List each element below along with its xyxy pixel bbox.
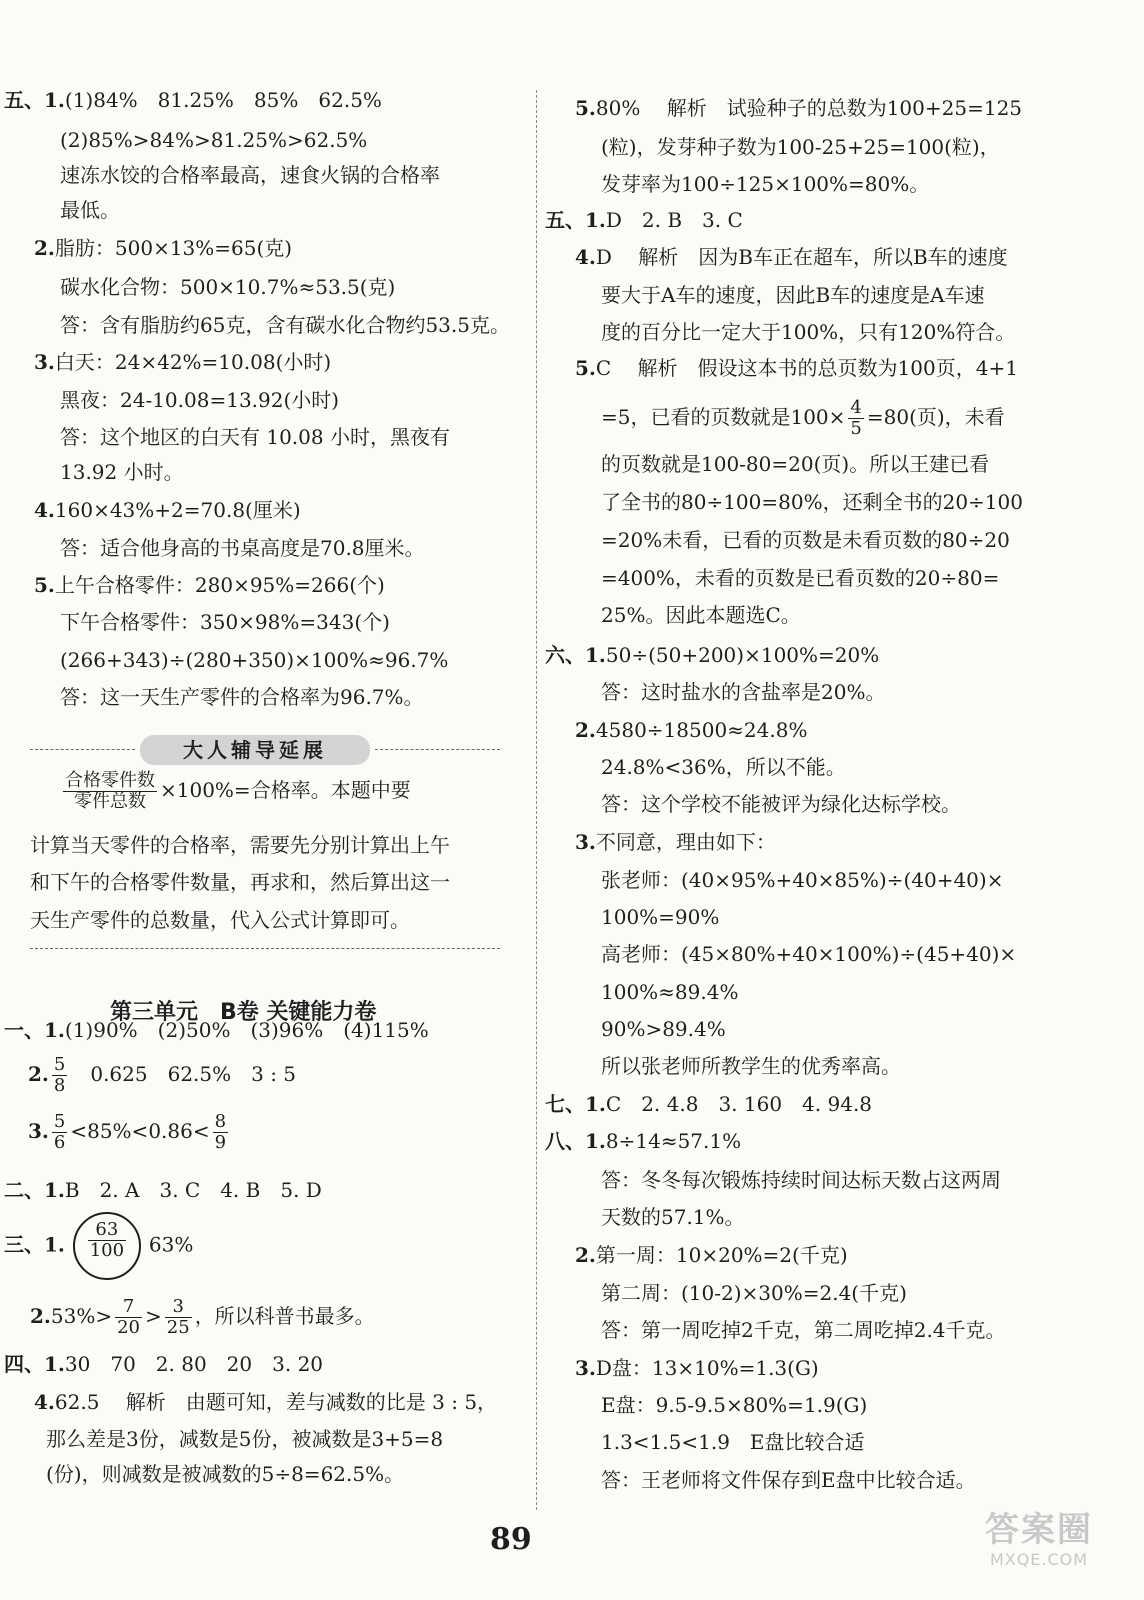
item-number: 五、1. [545,208,606,232]
fraction-numerator: 5 [53,1111,66,1132]
item-number: 4. [34,1390,55,1414]
item-number: 四、1. [4,1352,65,1376]
fraction-numerator: 5 [53,1054,66,1075]
line-text: 100%=90% [601,905,720,929]
fraction-denominator: 25 [166,1317,190,1338]
answer-line [601,792,961,816]
line-text: D盘：13×10%=1.3(G) [595,1356,819,1380]
item-number: 5. [34,573,55,597]
line-text: 100%≈89.4% [601,980,739,1004]
section-two-line [4,1178,322,1202]
line-text: 25%。因此本题选C。 [601,603,801,627]
line-text: 发芽率为100÷125×100%=80%。 [601,172,930,196]
line-text: 要大于A车的速度，因此B车的速度是A车速 [601,283,985,307]
answer-line [60,460,184,484]
answer-line [60,610,390,634]
answer-line [601,566,999,590]
line-text: 上午合格零件：280×95%=266(个) [54,573,385,597]
answer-line [60,198,120,222]
item-number: 2. [575,1243,596,1267]
extension-line-3 [30,870,450,894]
item-number: 七、1. [545,1092,606,1116]
extension-line-1 [60,770,411,812]
line-text: 答：这一天生产零件的合格率为96.7%。 [60,685,424,709]
line-text: =400%，未看的页数是已看页数的20÷80= [601,566,1000,590]
fraction [63,771,157,812]
section-four-line-3 [46,1427,443,1451]
line-text: 和下午的合格零件数量，再求和，然后算出这一 [30,870,450,894]
answer-line [601,1054,901,1078]
answer-line [545,208,743,232]
fraction [848,398,863,439]
answer-line [60,685,424,709]
item-number: 3. [575,830,596,854]
line-text: (份)，则减数是被减数的5÷8=62.5%。 [46,1462,405,1486]
section-four-line-2 [34,1390,497,1414]
section-four-line-1 [4,1352,323,1376]
answer-line [575,1356,819,1380]
answer-line [601,868,1003,892]
fraction [213,1112,228,1153]
fraction-numerator: 7 [115,1297,142,1318]
line-text: 所以张老师所教学生的优秀率高。 [601,1054,901,1078]
separator-bottom [30,948,500,949]
answer-line [601,905,719,929]
item-number: 5. [575,96,596,120]
answer-line [601,490,1023,514]
line-text: 1.3<1.5<1.9 E盘比较合适 [601,1430,865,1454]
answer-line-fraction [601,395,1005,439]
fraction-numerator: 合格零件数 [65,770,155,791]
line-text: 答：这个地区的白天有 10.08 小时，黑夜有 [60,425,450,449]
extension-line-2 [30,833,450,857]
column-divider [536,90,537,1510]
answer-line [601,980,738,1004]
line-text: 62.5 解析 由题可知，差与减数的比是 3 : 5， [54,1390,498,1414]
fraction-numerator: 3 [165,1297,192,1318]
answer-line [575,1243,848,1267]
line-text: B 2. A 3. C 4. B 5. D [64,1178,322,1202]
line-text: 计算当天零件的合格率，需要先分别计算出上午 [30,833,450,857]
line-text: 张老师：(40×95%+40×85%)÷(40+40)× [601,868,1004,892]
answer-line [545,643,879,667]
line-text: 答：冬冬每次锻炼持续时间达标天数占这两周 [601,1168,1001,1192]
line-text: 第二周：(10-2)×30%=2.4(千克) [601,1281,907,1305]
page-number: 89 [490,1522,532,1557]
line-text: <85%<0.86< [70,1119,210,1143]
answer-line [60,163,440,187]
answer-line [60,388,339,412]
item-number: 3. [28,1119,49,1143]
answer-line [601,942,1016,966]
item-number: 2. [575,718,596,742]
fraction-denominator: 100 [89,1240,125,1261]
answer-line [601,1393,867,1417]
item-number: 五、1. [4,88,65,112]
line-text: 下午合格零件：350×98%=343(个) [60,610,390,634]
answer-line [601,680,885,704]
extension-banner: 大人辅导延展 [140,735,370,765]
answer-line [601,1318,1006,1342]
separator-right [375,749,500,750]
answer-line [34,498,301,522]
fraction-denominator: 9 [214,1132,227,1153]
answer-line [601,172,929,196]
line-text: 了全书的80÷100=80%，还剩全书的20÷100 [601,490,1023,514]
line-text: 80% 解析 试验种子的总数为100+25=125 [595,96,1023,120]
item-number: 3. [34,350,55,374]
answer-line [601,755,846,779]
answer-line [601,320,1015,344]
answer-line [60,425,450,449]
answer-line [601,283,985,307]
fraction-numerator: 8 [214,1111,227,1132]
section-four-line-4 [46,1462,404,1486]
extension-line-4 [30,908,410,932]
answer-line [601,603,801,627]
answer-line [575,356,1018,380]
line-text: 不同意，理由如下： [595,830,776,854]
section-heading: 第三单元 B卷 关键能力卷 [110,1000,377,1025]
line-text: 的页数就是100-80=20(页)。所以王建已看 [601,452,990,476]
line-text: D 解析 因为B车正在超车，所以B车的速度 [595,245,1008,269]
answer-line [4,88,382,112]
answer-line [601,1205,745,1229]
line-text: =20%未看，已看的页数是未看页数的80÷20 [601,528,1010,552]
line-text: 速冻水饺的合格率最高，速食火锅的合格率 [60,163,440,187]
item-number: 2. [34,236,55,260]
answer-line [601,528,1010,552]
watermark-logo: 答案圈 MXQE.COM [985,1510,1093,1569]
line-text: 24.8%<36%，所以不能。 [601,755,846,779]
line-text: =80(页)，未看 [866,405,1005,429]
item-number: 5. [575,356,596,380]
answer-line [34,573,385,597]
line-text: 63% [148,1232,194,1257]
line-text: C 2. 4.8 3. 160 4. 94.8 [605,1092,873,1116]
line-text: 最低。 [60,198,120,222]
item-number: 二、1. [4,1178,65,1202]
answer-line [60,275,395,299]
answer-line [545,1129,741,1153]
item-number: 4. [34,498,55,522]
answer-line [60,536,425,560]
section-one-line-2 [28,1055,296,1096]
line-text: ，所以科普书最多。 [194,1304,375,1328]
line-text: (2)85%>84%>81.25%>62.5% [60,128,368,152]
line-text: (266+343)÷(280+350)×100%≈96.7% [60,648,449,672]
fraction-denominator: 零件总数 [74,791,146,812]
line-text: 8÷14≈57.1% [605,1129,742,1153]
line-text: 答：第一周吃掉2千克，第二周吃掉2.4千克。 [601,1318,1006,1342]
fraction [165,1297,192,1338]
fraction-denominator: 5 [850,418,862,439]
answer-line [601,1281,907,1305]
line-text: > [145,1304,162,1328]
fraction-denominator: 6 [53,1132,66,1153]
line-text: 53%> [50,1304,113,1328]
line-text: (1)90% (2)50% (3)96% (4)115% [64,1018,429,1042]
line-text: 答：王老师将文件保存到E盘中比较合适。 [601,1468,976,1492]
line-text: 度的百分比一定大于100%，只有120%符合。 [601,320,1016,344]
fraction [52,1112,67,1153]
answer-line [601,1017,726,1041]
line-text: 黑夜：24-10.08=13.92(小时) [60,388,340,412]
line-text: 那么差是3份，减数是5份，被减数是3+5=8 [46,1427,444,1451]
line-text: 答：这时盐水的含盐率是20%。 [601,680,886,704]
item-number: 2. [30,1304,51,1328]
line-text: 4580÷18500≈24.8% [595,718,808,742]
answer-line [601,452,989,476]
fraction-numerator: 63 [88,1220,126,1241]
fraction [88,1220,126,1261]
fraction-denominator: 20 [117,1317,141,1338]
fraction [52,1055,67,1096]
item-number: 3. [575,1356,596,1380]
line-text: 答：这个学校不能被评为绿化达标学校。 [601,792,961,816]
answer-line [575,830,776,854]
fraction-numerator: 4 [850,397,862,418]
line-text: 答：适合他身高的书桌高度是70.8厘米。 [60,536,425,560]
answer-line [34,236,292,260]
answer-line [601,1468,976,1492]
section-three-line-1 [4,1212,193,1280]
line-text: 13.92 小时。 [60,460,184,484]
fraction [115,1297,142,1338]
separator-left [30,749,135,750]
line-text: 碳水化合物：500×10.7%≈53.5(克) [60,275,396,299]
line-text: 160×43%+2=70.8(厘米) [54,498,301,522]
line-text: 0.625 62.5% 3 : 5 [70,1062,297,1086]
item-number: 三、1. [4,1232,65,1257]
line-text: 50÷(50+200)×100%=20% [605,643,880,667]
answer-line [575,96,1022,120]
answer-line [60,313,510,337]
line-text: 30 70 2. 80 20 3. 20 [64,1352,324,1376]
answer-line [545,1092,872,1116]
item-number: 一、1. [4,1018,65,1042]
answer-line [601,1430,865,1454]
line-text: 天生产零件的总数量，代入公式计算即可。 [30,908,410,932]
line-text: 白天：24×42%=10.08(小时) [54,350,332,374]
line-text: 脂肪：500×13%=65(克) [54,236,293,260]
answer-line [601,1168,1001,1192]
answer-line [601,135,1000,159]
line-text: ×100%=合格率。本题中要 [160,778,411,802]
section-one-line-3 [28,1112,231,1153]
line-text: (粒)，发芽种子数为100-25+25=100(粒)， [601,135,1000,159]
answer-line [60,648,448,672]
circled-fraction [73,1212,141,1280]
answer-line [575,718,807,742]
line-text: E盘：9.5-9.5×80%=1.9(G) [601,1393,868,1417]
item-number: 六、1. [545,643,606,667]
item-number: 4. [575,245,596,269]
fraction-denominator: 8 [53,1075,66,1096]
item-number: 八、1. [545,1129,606,1153]
line-text: D 2. B 3. C [605,208,743,232]
answer-line [34,350,331,374]
answer-line [575,245,1008,269]
line-text: =5，已看的页数就是100× [601,405,846,429]
line-text: 高老师：(45×80%+40×100%)÷(45+40)× [601,942,1017,966]
section-three-line-2 [30,1297,375,1338]
item-number: 2. [28,1062,49,1086]
line-text: 90%>89.4% [601,1017,726,1041]
line-text: 第一周：10×20%=2(千克) [595,1243,848,1267]
line-text: C 解析 假设这本书的总页数为100页，4+1 [595,356,1018,380]
line-text: 天数的57.1%。 [601,1205,745,1229]
line-text: 答：含有脂肪约65克，含有碳水化合物约53.5克。 [60,313,510,337]
answer-line [60,128,367,152]
line-text: (1)84% 81.25% 85% 62.5% [64,88,382,112]
